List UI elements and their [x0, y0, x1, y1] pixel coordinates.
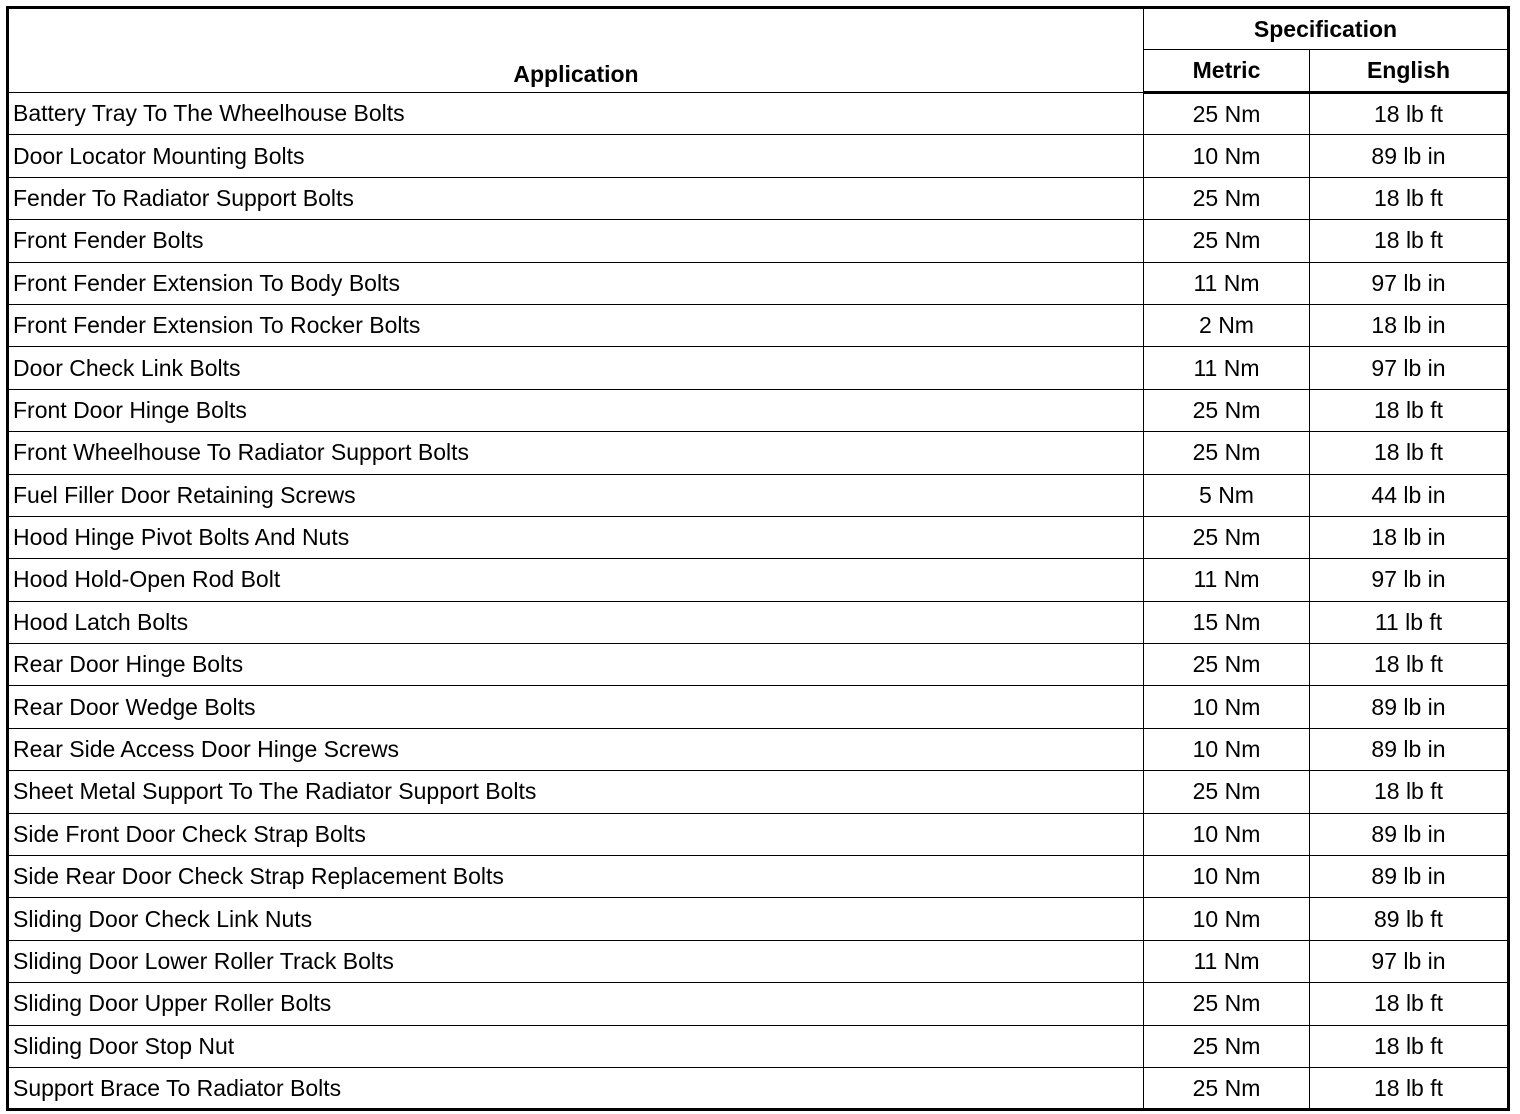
english-cell: 89 lb in: [1310, 813, 1509, 855]
application-cell: Rear Door Hinge Bolts: [8, 644, 1144, 686]
metric-cell: 10 Nm: [1144, 686, 1310, 728]
metric-cell: 25 Nm: [1144, 432, 1310, 474]
english-cell: 97 lb in: [1310, 559, 1509, 601]
metric-cell: 10 Nm: [1144, 856, 1310, 898]
application-cell: Sliding Door Upper Roller Bolts: [8, 983, 1144, 1025]
english-cell: 89 lb in: [1310, 135, 1509, 177]
table-row: [8, 771, 1509, 813]
metric-cell: 10 Nm: [1144, 135, 1310, 177]
table-row: [8, 856, 1509, 898]
table-row: [8, 1025, 1509, 1067]
table-header: [8, 8, 1509, 93]
application-cell: Sheet Metal Support To The Radiator Support Bolts: [8, 771, 1144, 813]
application-cell: Front Door Hinge Bolts: [8, 389, 1144, 431]
english-cell: 89 lb ft: [1310, 898, 1509, 940]
table-row: [8, 177, 1509, 219]
metric-cell: 5 Nm: [1144, 474, 1310, 516]
english-cell: 18 lb ft: [1310, 93, 1509, 135]
application-cell: Front Fender Bolts: [8, 220, 1144, 262]
metric-cell: 11 Nm: [1144, 262, 1310, 304]
metric-cell: 25 Nm: [1144, 771, 1310, 813]
specification-header: Specification: [1144, 8, 1509, 50]
metric-cell: 25 Nm: [1144, 93, 1310, 135]
metric-cell: 2 Nm: [1144, 304, 1310, 346]
application-cell: Support Brace To Radiator Bolts: [8, 1067, 1144, 1109]
english-cell: 44 lb in: [1310, 474, 1509, 516]
english-cell: 18 lb ft: [1310, 1067, 1509, 1109]
application-cell: Hood Latch Bolts: [8, 601, 1144, 643]
application-cell: Hood Hinge Pivot Bolts And Nuts: [8, 516, 1144, 558]
metric-cell: 25 Nm: [1144, 983, 1310, 1025]
english-cell: 18 lb ft: [1310, 177, 1509, 219]
application-header: Application: [8, 8, 1144, 93]
application-cell: Sliding Door Lower Roller Track Bolts: [8, 940, 1144, 982]
metric-cell: 10 Nm: [1144, 898, 1310, 940]
metric-cell: 15 Nm: [1144, 601, 1310, 643]
table-row: [8, 983, 1509, 1025]
table-row: [8, 347, 1509, 389]
table-body: [8, 93, 1509, 1110]
metric-cell: 25 Nm: [1144, 516, 1310, 558]
english-cell: 18 lb ft: [1310, 220, 1509, 262]
english-cell: 18 lb ft: [1310, 432, 1509, 474]
application-cell: Fender To Radiator Support Bolts: [8, 177, 1144, 219]
english-cell: 18 lb in: [1310, 304, 1509, 346]
table-row: [8, 898, 1509, 940]
application-cell: Front Fender Extension To Rocker Bolts: [8, 304, 1144, 346]
table-row: [8, 644, 1509, 686]
table-row: [8, 220, 1509, 262]
english-cell: 97 lb in: [1310, 940, 1509, 982]
table-row: [8, 135, 1509, 177]
english-cell: 11 lb ft: [1310, 601, 1509, 643]
application-cell: Battery Tray To The Wheelhouse Bolts: [8, 93, 1144, 135]
application-cell: Door Check Link Bolts: [8, 347, 1144, 389]
application-cell: Front Fender Extension To Body Bolts: [8, 262, 1144, 304]
table-row: [8, 516, 1509, 558]
table-row: [8, 813, 1509, 855]
english-cell: 97 lb in: [1310, 262, 1509, 304]
english-header: English: [1310, 50, 1509, 93]
english-cell: 18 lb ft: [1310, 771, 1509, 813]
metric-header: Metric: [1144, 50, 1310, 93]
english-cell: 18 lb ft: [1310, 389, 1509, 431]
metric-cell: 25 Nm: [1144, 220, 1310, 262]
application-cell: Rear Side Access Door Hinge Screws: [8, 728, 1144, 770]
application-cell: Side Front Door Check Strap Bolts: [8, 813, 1144, 855]
table-row: [8, 432, 1509, 474]
fastener-specification-table: [6, 6, 1510, 1111]
application-cell: Door Locator Mounting Bolts: [8, 135, 1144, 177]
english-cell: 97 lb in: [1310, 347, 1509, 389]
application-cell: Hood Hold-Open Rod Bolt: [8, 559, 1144, 601]
metric-cell: 25 Nm: [1144, 644, 1310, 686]
english-cell: 18 lb in: [1310, 516, 1509, 558]
metric-cell: 25 Nm: [1144, 1067, 1310, 1109]
table-row: [8, 1067, 1509, 1109]
application-cell: Front Wheelhouse To Radiator Support Bolts: [8, 432, 1144, 474]
table-row: [8, 601, 1509, 643]
metric-cell: 25 Nm: [1144, 389, 1310, 431]
metric-cell: 10 Nm: [1144, 813, 1310, 855]
english-cell: 89 lb in: [1310, 686, 1509, 728]
table-row: [8, 304, 1509, 346]
table-row: [8, 474, 1509, 516]
table-row: [8, 559, 1509, 601]
application-cell: Side Rear Door Check Strap Replacement Bolts: [8, 856, 1144, 898]
table-row: [8, 940, 1509, 982]
application-cell: Fuel Filler Door Retaining Screws: [8, 474, 1144, 516]
table-row: [8, 686, 1509, 728]
table-row: [8, 93, 1509, 135]
table-row: [8, 389, 1509, 431]
metric-cell: 11 Nm: [1144, 347, 1310, 389]
english-cell: 18 lb ft: [1310, 1025, 1509, 1067]
metric-cell: 25 Nm: [1144, 177, 1310, 219]
metric-cell: 10 Nm: [1144, 728, 1310, 770]
table-row: [8, 262, 1509, 304]
metric-cell: 25 Nm: [1144, 1025, 1310, 1067]
application-cell: Sliding Door Check Link Nuts: [8, 898, 1144, 940]
table-row: [8, 728, 1509, 770]
metric-cell: 11 Nm: [1144, 559, 1310, 601]
english-cell: 89 lb in: [1310, 728, 1509, 770]
english-cell: 18 lb ft: [1310, 983, 1509, 1025]
english-cell: 18 lb ft: [1310, 644, 1509, 686]
english-cell: 89 lb in: [1310, 856, 1509, 898]
metric-cell: 11 Nm: [1144, 940, 1310, 982]
application-cell: Sliding Door Stop Nut: [8, 1025, 1144, 1067]
application-cell: Rear Door Wedge Bolts: [8, 686, 1144, 728]
